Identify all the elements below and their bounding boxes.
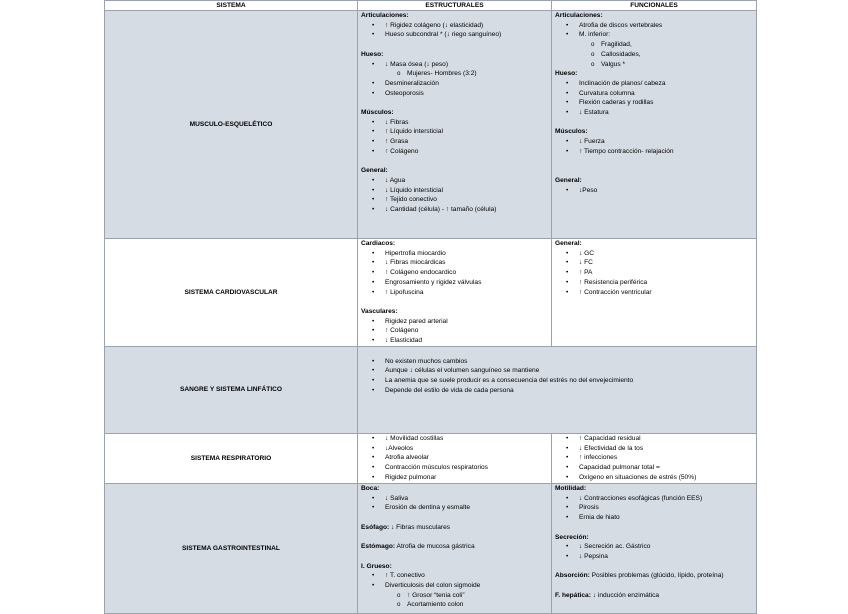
list-item: • Rigidez pulmonar xyxy=(361,473,548,483)
list-item: • ↑ Resistencia periférica xyxy=(555,278,753,288)
bullet-list xyxy=(361,317,548,346)
spacer xyxy=(361,533,548,543)
bullet-list xyxy=(555,137,753,156)
labeled-line xyxy=(555,591,753,601)
line-label: F. hepática: xyxy=(555,591,591,599)
table-row xyxy=(105,239,757,347)
section-heading: Articulaciones: xyxy=(361,12,409,19)
line-text: Posibles problemas (glúcido, lípido, proteína) xyxy=(589,572,724,580)
list-item: • ↑ Tejido conectivo xyxy=(361,195,548,205)
bullet-list xyxy=(361,118,548,157)
list-item: • Oxígeno en situaciones de estrés (50%) xyxy=(555,473,753,483)
list-item: • ↑ Rigidez colágeno (↓ elasticidad) xyxy=(361,21,548,31)
section-heading: I. Grueso: xyxy=(361,562,392,570)
sub-list-item: o Valgus * xyxy=(555,60,753,70)
funcionales-cell xyxy=(552,11,757,239)
list-item: • Hueso subcondral * (↓ riego sanguíneo) xyxy=(361,30,548,40)
list-item: • ↓ Movilidad costillas xyxy=(361,434,548,444)
section-heading: Articulaciones: xyxy=(555,12,603,19)
spacer xyxy=(361,40,548,50)
list-item: • ↑ Grasa xyxy=(361,137,548,147)
header-row xyxy=(105,1,757,11)
bullet-list xyxy=(361,494,548,513)
list-item: • ↓ Fibras miocárdicas xyxy=(361,258,548,268)
list-item: • ↓ Efectividad de la tos xyxy=(555,444,753,454)
list-item: • ↓ FC xyxy=(555,258,753,268)
list-item: • ↓ Saliva xyxy=(361,494,548,504)
list-item: • Hipertrofia miocardio xyxy=(361,249,548,259)
list-item: • Aunque ↓ células el volumen sanguíneo se mantiene xyxy=(361,366,753,376)
list-item: • ↓ Fuerza xyxy=(555,137,753,147)
list-item: • Ernia de hiato xyxy=(555,513,753,523)
section-heading: Músculos: xyxy=(361,109,394,116)
list-item: • Depende del estilo de vida de cada persona xyxy=(361,386,753,396)
line-text: ↓ inducción enzimática xyxy=(590,591,660,599)
funcionales-cell xyxy=(552,434,757,484)
line-text: ↓ Fibras musculares xyxy=(389,523,451,531)
section-heading: Motilidad: xyxy=(555,485,587,492)
list-item: • ↓ Elasticidad xyxy=(361,336,548,346)
bullet-list xyxy=(361,176,548,215)
aging-changes-table xyxy=(104,0,757,614)
line-label: Estómago: xyxy=(361,543,396,551)
list-item: • Inclinación de planos/ cabeza xyxy=(555,79,753,89)
list-item: • ↑ PA xyxy=(555,268,753,278)
list-item: • Contracción músculos respiratorios xyxy=(361,463,548,473)
bullet-list xyxy=(555,249,753,298)
estructurales-cell xyxy=(358,11,552,239)
sub-list-item: o Acortamiento colon xyxy=(361,600,548,610)
list-item: • Erosión de dentina y esmalte xyxy=(361,503,548,513)
spacer xyxy=(361,552,548,562)
spacer xyxy=(555,166,753,176)
estructurales-cell xyxy=(358,484,552,614)
list-item: • ↓ Cantidad (célula) - ↑ tamaño (célula) xyxy=(361,205,548,215)
bullet-list xyxy=(361,357,753,396)
section-heading: Hueso: xyxy=(361,50,384,58)
bullet-list xyxy=(555,21,753,70)
section-heading: General: xyxy=(555,240,582,247)
spacer xyxy=(361,513,548,523)
list-item: • No existen muchos cambios xyxy=(361,357,753,367)
list-item: • ↓ Estatura xyxy=(555,108,753,118)
list-item: • Engrosamiento y rigidez válvulas xyxy=(361,278,548,288)
list-item: • Desmineralización xyxy=(361,79,548,89)
system-name-cell: SISTEMA CARDIOVASCULAR xyxy=(105,239,358,347)
line-label: Esófago: xyxy=(361,523,390,531)
list-item: • ↑ Colágeno endocardico xyxy=(361,268,548,278)
bullet-list xyxy=(361,571,548,610)
list-item: • ↑ T. conectivo xyxy=(361,571,548,581)
list-item: • ↓ Contracciones esofágicas (función EES) xyxy=(555,494,753,504)
list-item: • ↓ Pepsina xyxy=(555,552,753,562)
section-heading: Cardiacos: xyxy=(361,240,396,247)
list-item: • ↑ Capacidad residual xyxy=(555,434,753,444)
list-item: • ↓Peso xyxy=(555,186,753,196)
section-heading: Secreción: xyxy=(555,533,589,541)
bullet-list xyxy=(555,79,753,118)
list-item: • ↓ Agua xyxy=(361,176,548,186)
spacer xyxy=(555,118,753,128)
list-item: • Diverticulosis del colon sigmoide xyxy=(361,581,548,591)
system-name-cell: MUSCULO-ESQUELÉTICO xyxy=(105,11,358,239)
list-item: • Flexión caderas y rodillas xyxy=(555,98,753,108)
list-item: • ↑ Lipofuscina xyxy=(361,288,548,298)
list-item: • M. inferior: xyxy=(555,30,753,40)
list-item: • Pirosis xyxy=(555,503,753,513)
spacer xyxy=(555,581,753,591)
table-row xyxy=(105,347,757,434)
section-heading: Vasculares: xyxy=(361,307,398,315)
list-item: • Rigidez pared arterial xyxy=(361,317,548,327)
table-row xyxy=(105,11,757,239)
section-heading: General: xyxy=(555,176,582,184)
labeled-line xyxy=(361,523,548,533)
merged-content-cell xyxy=(358,347,757,434)
bullet-list xyxy=(555,434,753,483)
list-item: • ↓ GC xyxy=(555,249,753,259)
sub-list-item: o Fragilidad, xyxy=(555,40,753,50)
bullet-list xyxy=(361,60,548,99)
header-funcionales: FUNCIONALES xyxy=(552,1,757,11)
section-heading: Boca: xyxy=(361,485,380,492)
sub-list-item: o ↑ Grosor “tenia coli” xyxy=(361,591,548,601)
bullet-list xyxy=(361,249,548,298)
bullet-list xyxy=(555,186,753,196)
estructurales-cell xyxy=(358,239,552,347)
list-item: • ↑ Contracción ventricular xyxy=(555,288,753,298)
spacer xyxy=(361,157,548,167)
list-item: • ↑ Tiempo contracción- relajación xyxy=(555,147,753,157)
spacer xyxy=(361,347,753,357)
sub-list-item: o Mujeres- Hombres (3:2) xyxy=(361,69,548,79)
bullet-list xyxy=(555,494,753,523)
funcionales-cell xyxy=(552,239,757,347)
bullet-list xyxy=(555,542,753,561)
spacer xyxy=(555,157,753,167)
sub-list-item: o Callosidades, xyxy=(555,50,753,60)
list-item: • ↑ Líquido intersticial xyxy=(361,127,548,137)
table-row xyxy=(105,484,757,614)
header-sistema: SISTEMA xyxy=(105,1,358,11)
list-item: • ↓ Secreción ac. Gástrico xyxy=(555,542,753,552)
list-item: • Osteoporosis xyxy=(361,89,548,99)
list-item: • ↓Alveolos xyxy=(361,444,548,454)
list-item: • Atrofia alveolar xyxy=(361,453,548,463)
list-item: • Curvatura columna xyxy=(555,89,753,99)
section-heading: General: xyxy=(361,167,388,175)
system-name-cell: SISTEMA RESPIRATORIO xyxy=(105,434,358,484)
line-text: Atrofia de mucosa gástrica xyxy=(395,543,475,551)
spacer xyxy=(555,562,753,572)
estructurales-cell xyxy=(358,434,552,484)
section-heading: Músculos: xyxy=(555,128,588,136)
list-item: • ↑ Colágeno xyxy=(361,326,548,336)
list-item: • Atrofia de discos vertebrales xyxy=(555,21,753,31)
section-heading: Hueso: xyxy=(555,70,578,78)
bullet-list xyxy=(361,21,548,40)
spacer xyxy=(361,98,548,108)
header-estructurales: ESTRUCTURALES xyxy=(358,1,552,11)
line-label: Absorción: xyxy=(555,572,590,580)
list-item: • ↓ Fibras xyxy=(361,118,548,128)
list-item: • ↓ Líquido intersticial xyxy=(361,186,548,196)
system-name-cell: SISTEMA GASTROINTESTINAL xyxy=(105,484,358,614)
spacer xyxy=(555,523,753,533)
list-item: • ↑ infecciones xyxy=(555,453,753,463)
list-item: • Capacidad pulmonar total = xyxy=(555,463,753,473)
list-item: • ↑ Colágeno xyxy=(361,147,548,157)
table-row xyxy=(105,434,757,484)
list-item: • La anemia que se suele producir es a consecuencia del estrés no del envejecimiento xyxy=(361,376,753,386)
funcionales-cell xyxy=(552,484,757,614)
spacer xyxy=(361,297,548,307)
labeled-line xyxy=(361,542,548,552)
bullet-list xyxy=(361,434,548,483)
system-name-cell: SANGRE Y SISTEMA LINFÁTICO xyxy=(105,347,358,434)
list-item: • ↓ Masa ósea (↓ peso) xyxy=(361,60,548,70)
labeled-line xyxy=(555,571,753,581)
